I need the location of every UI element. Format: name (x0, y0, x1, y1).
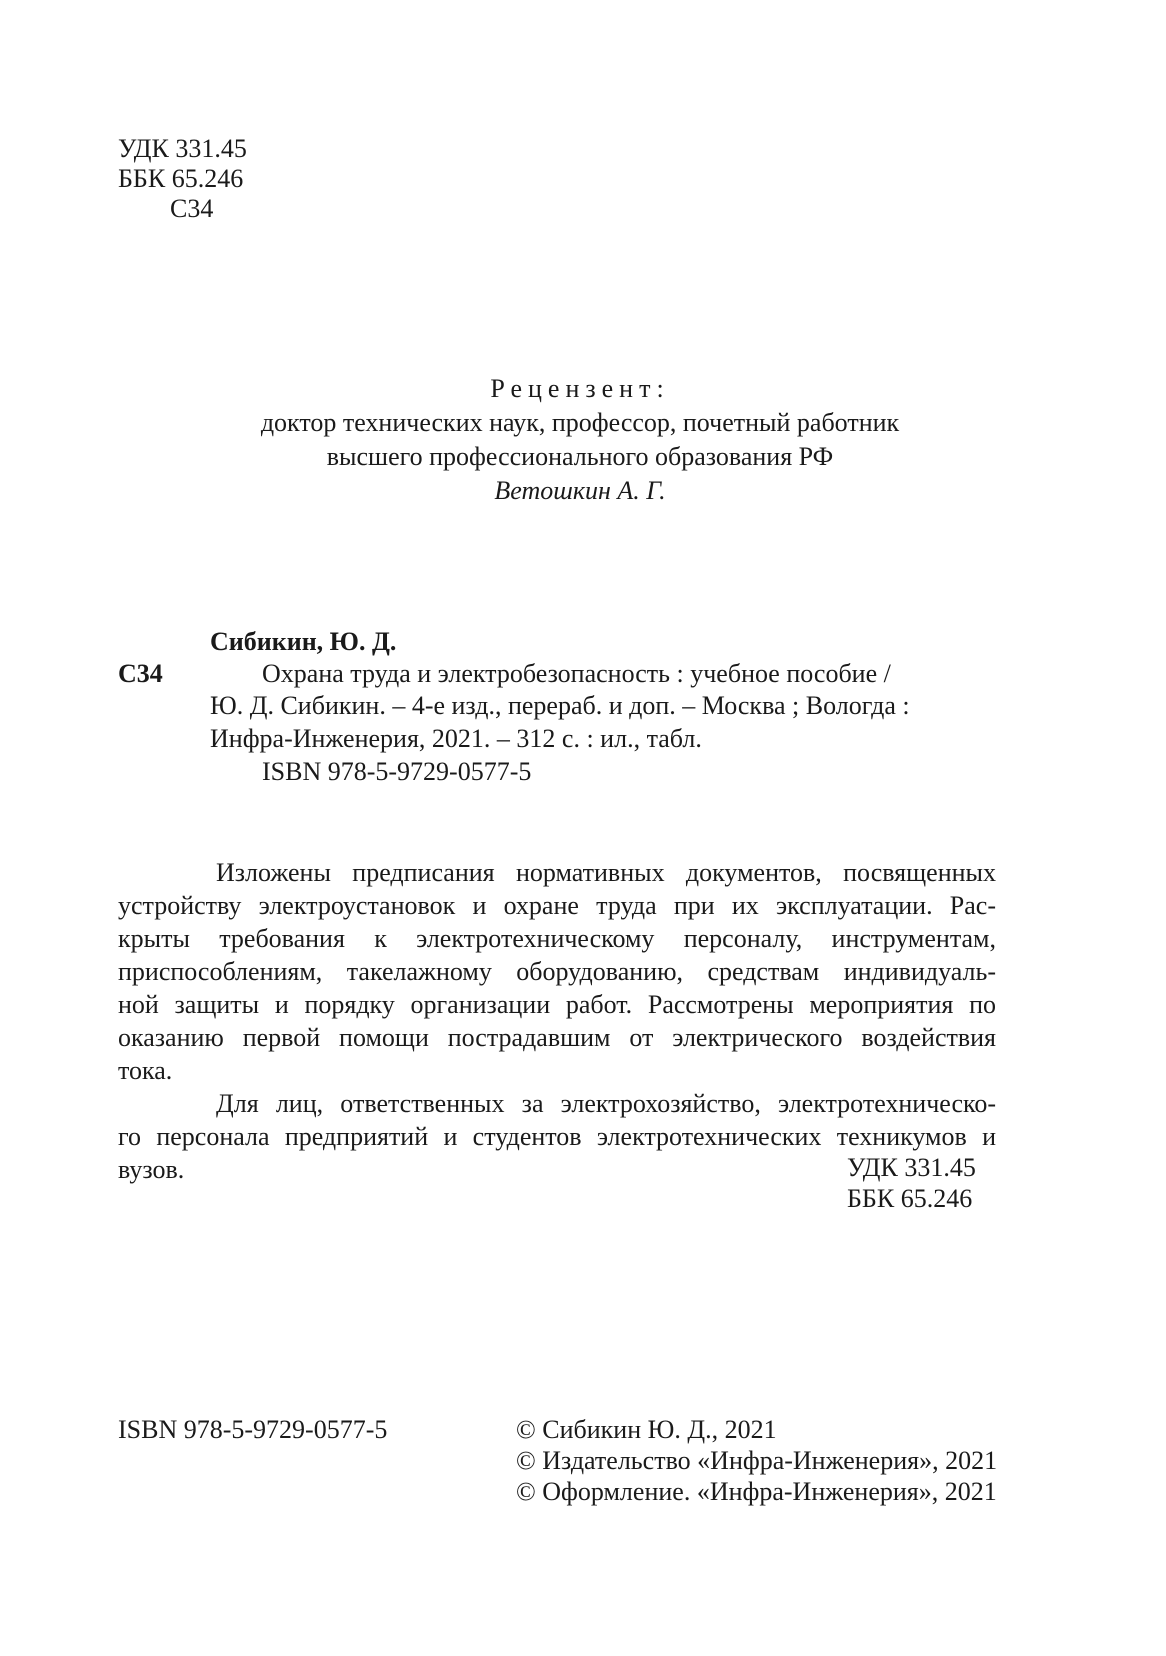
copyright-author: © Сибикин Ю. Д., 2021 (516, 1415, 777, 1444)
copyright-publisher: © Издательство «Инфра-Инженерия», 2021 (516, 1446, 998, 1475)
record-mark: С34 (118, 659, 163, 688)
annotation-line: ной защиты и порядку организации работ. Рассмотрены мероприятия по (118, 990, 996, 1019)
record-line-1: Охрана труда и электробезопасность : учебное пособие / (262, 659, 891, 688)
copyright-design: © Оформление. «Инфра-Инженерия», 2021 (516, 1477, 997, 1506)
annotation-line: вузов. (118, 1155, 185, 1184)
annotation-line: тока. (118, 1056, 173, 1085)
record-line-3: Инфра-Инженерия, 2021. – 312 с. : ил., табл. (210, 724, 702, 753)
reviewer-name: Ветошкин А. Г. (494, 476, 666, 505)
annotation (118, 856, 996, 1186)
bbk-code: ББК 65.246 (118, 164, 244, 193)
bbk-code-bottom: ББК 65.246 (847, 1184, 973, 1213)
annotation-line: оказанию первой помощи пострадавшим от электрического воздействия (118, 1023, 996, 1052)
annotation-line: крыты требования к электротехническому персоналу, инструментам, (118, 924, 996, 953)
annotation-line: Изложены предписания нормативных документов, посвященных (216, 858, 996, 887)
reviewer-heading: Рецензент: (490, 374, 670, 403)
reviewer-title-line-2: высшего профессионального образования РФ (326, 442, 834, 471)
annotation-line: Для лиц, ответственных за электрохозяйство, электротехническо- (216, 1089, 996, 1118)
annotation-line: устройству электроустановок и охране труда при их эксплуатации. Рас- (118, 891, 996, 920)
annotation-line: приспособлениям, такелажному оборудованию, средствам индивидуаль- (118, 957, 996, 986)
author-mark: С34 (170, 194, 214, 223)
reviewer-title-line-1: доктор технических наук, профессор, почетный работник (260, 408, 900, 437)
record-line-2: Ю. Д. Сибикин. – 4-е изд., перераб. и доп. – Москва ; Вологда : (210, 691, 910, 720)
udk-code: УДК 331.45 (118, 134, 247, 163)
annotation-line: го персонала предприятий и студентов электротехнических техникумов и (118, 1122, 996, 1151)
annotation-paragraph-1 (118, 856, 996, 1087)
udk-code-bottom: УДК 331.45 (847, 1153, 976, 1182)
footer-isbn: ISBN 978-5-9729-0577-5 (118, 1415, 388, 1444)
record-isbn: ISBN 978-5-9729-0577-5 (262, 757, 532, 786)
record-author: Сибикин, Ю. Д. (210, 627, 397, 656)
reviewer-block (150, 372, 1010, 508)
